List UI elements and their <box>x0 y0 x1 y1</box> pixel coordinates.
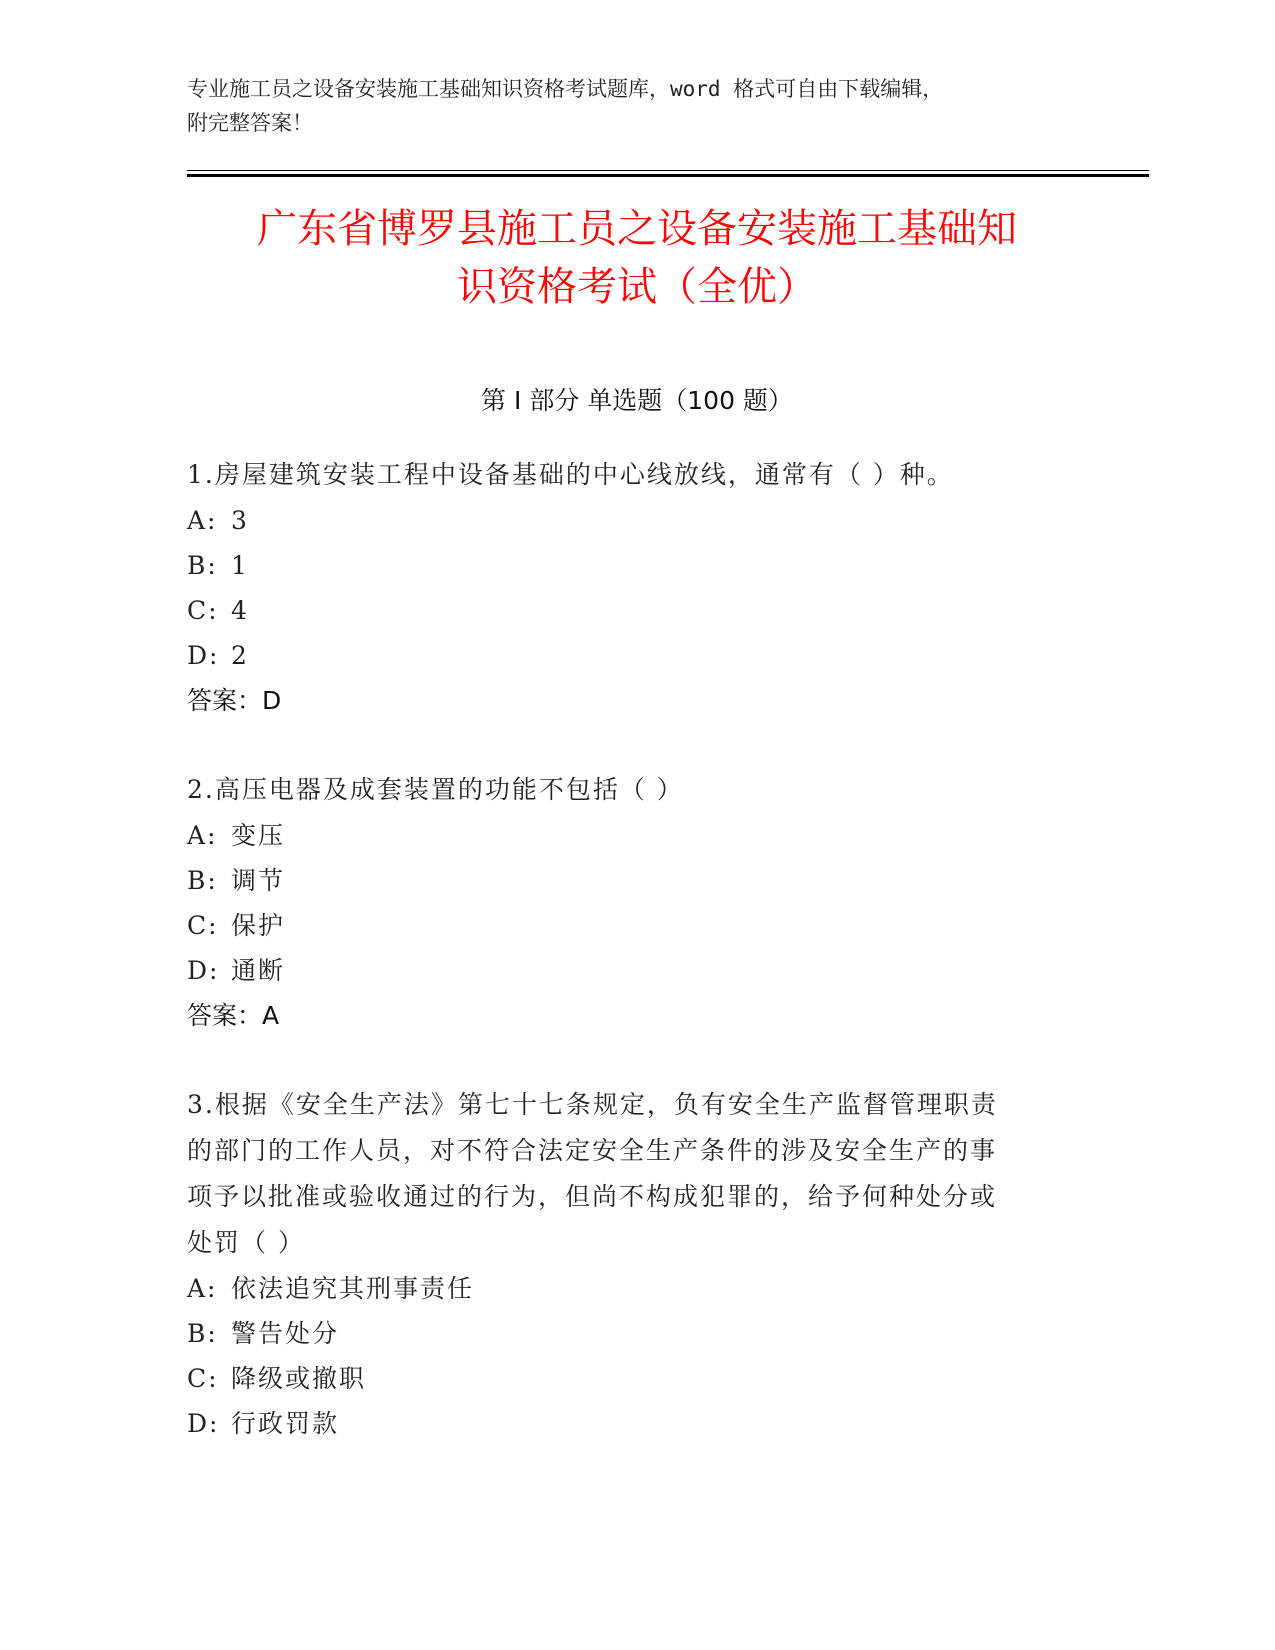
option-a <box>187 813 1067 858</box>
option-letter: A: <box>187 821 218 850</box>
option-c <box>187 903 1067 948</box>
question-stem: 1.房屋建筑安装工程中设备基础的中心线放线，通常有（ ）种。 <box>187 460 954 489</box>
option-d <box>187 633 1067 678</box>
option-text: 调节 <box>231 866 286 895</box>
question-3 <box>187 1082 1067 1446</box>
option-letter: C: <box>187 596 219 625</box>
option-b <box>187 858 1067 903</box>
option-letter: B: <box>187 866 218 895</box>
option-d <box>187 1401 1067 1446</box>
question-stem-line-4: 处罚（ ） <box>187 1228 305 1257</box>
option-text: 3 <box>231 506 249 535</box>
option-letter: D: <box>187 641 220 670</box>
option-d <box>187 948 1067 993</box>
answer-label: 答案：A <box>187 1001 280 1030</box>
header-divider-thin <box>187 170 1149 171</box>
question-2 <box>187 767 1067 1039</box>
option-text: 依法追究其刑事责任 <box>231 1274 475 1303</box>
question-stem: 2.高压电器及成套装置的功能不包括（ ） <box>187 775 684 804</box>
option-letter: C: <box>187 911 219 940</box>
option-text: 通断 <box>231 956 286 985</box>
option-text: 降级或撤职 <box>231 1364 367 1393</box>
answer-label: 答案：D <box>187 686 282 715</box>
question-stem-line-1: 3.根据《安全生产法》第七十七条规定，负有安全生产监督管理职责 <box>187 1090 998 1119</box>
option-b <box>187 543 1067 588</box>
header-note <box>187 72 1067 140</box>
option-letter: A: <box>187 506 218 535</box>
option-letter: C: <box>187 1364 219 1393</box>
header-divider-thick <box>187 174 1149 177</box>
option-text: 保护 <box>231 911 286 940</box>
header-note-line-1: 专业施工员之设备安装施工基础知识资格考试题库，word 格式可自由下载编辑， <box>187 77 944 101</box>
option-c <box>187 1356 1067 1401</box>
document-title-line-2: 识资格考试（全优） <box>457 264 817 310</box>
option-a <box>187 1266 1067 1311</box>
option-text: 行政罚款 <box>231 1409 340 1438</box>
option-text: 1 <box>231 551 249 580</box>
header-note-line-2: 附完整答案！ <box>187 111 313 135</box>
option-text: 警告处分 <box>231 1319 340 1348</box>
option-letter: B: <box>187 551 218 580</box>
option-letter: B: <box>187 1319 218 1348</box>
option-letter: D: <box>187 1409 220 1438</box>
option-a <box>187 498 1067 543</box>
section-title: 第 I 部分 单选题（100 题） <box>481 386 793 415</box>
option-text: 变压 <box>231 821 286 850</box>
option-letter: A: <box>187 1274 218 1303</box>
document-title <box>187 200 1087 316</box>
option-b <box>187 1311 1067 1356</box>
question-stem-line-2: 的部门的工作人员，对不符合法定安全生产条件的涉及安全生产的事 <box>187 1136 998 1165</box>
document-title-line-1: 广东省博罗县施工员之设备安装施工基础知 <box>257 206 1017 252</box>
question-stem-line-3: 项予以批准或验收通过的行为，但尚不构成犯罪的，给予何种处分或 <box>187 1182 998 1211</box>
option-c <box>187 588 1067 633</box>
option-text: 4 <box>231 596 249 625</box>
option-letter: D: <box>187 956 220 985</box>
question-1 <box>187 452 1067 724</box>
option-text: 2 <box>231 641 249 670</box>
